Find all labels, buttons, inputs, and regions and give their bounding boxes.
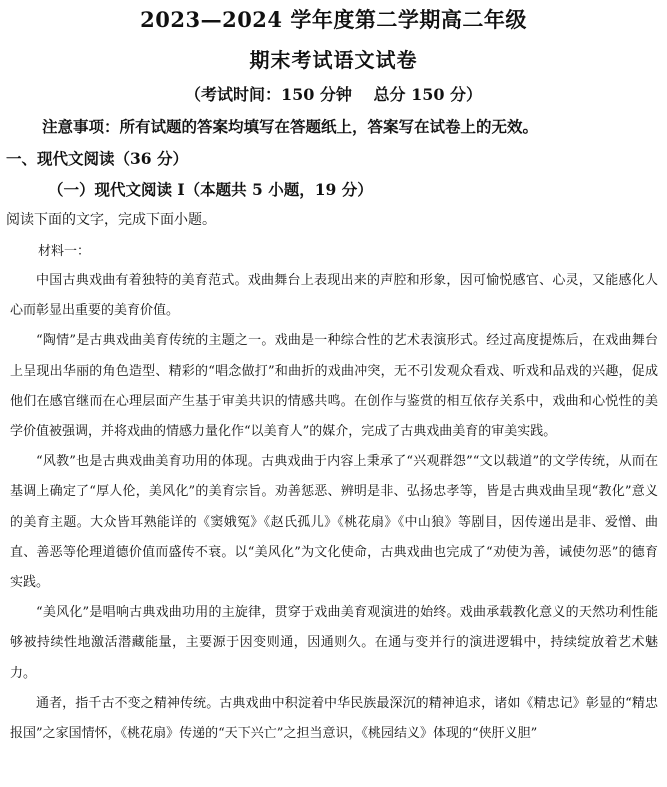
material-body bbox=[10, 266, 658, 749]
exam-title-line2: 期末考试语文试卷 bbox=[249, 48, 418, 72]
paragraph: “风教”也是古典戏曲美育功用的体现。古典戏曲于内容上秉承了“兴观群怨”“文以载道”的文学传统，从而在基调上确定了“厚人伦，美风化”的美育宗旨。劝善惩恶、辨明是非、弘扬忠孝等，皆是古典戏曲呈现“教化”意义的美育主题。大众皆耳熟能详的《窦娥冤》《赵氏孤儿》《桃花扇》《中山狼》等剧目，因传递出是非、爱憎、曲直、善恶等伦理道德价值而盛传不衰。以“美风化”为文化使命，古典戏曲也完成了“劝使为善，诫使勿恶”的德育实践。 bbox=[10, 454, 658, 591]
material-label: 材料一： bbox=[38, 244, 91, 259]
instruction: 阅读下面的文字，完成下面小题。 bbox=[6, 212, 216, 228]
paragraph: 中国古典戏曲有着独特的美育范式。戏曲舞台上表现出来的声腔和形象，因可愉悦感官、心灵，又能感化人心而彰显出重要的美育价值。 bbox=[10, 273, 658, 319]
exam-title-line1: 2023—2024 学年度第二学期高二年级 bbox=[140, 7, 527, 32]
notice: 注意事项：所有试题的答案均填写在答题纸上，答案写在试卷上的无效。 bbox=[42, 117, 539, 136]
section-subheading: （一）现代文阅读 Ⅰ（本题共 5 小题，19 分） bbox=[48, 180, 373, 199]
paragraph: “美风化”是唱响古典戏曲功用的主旋律，贯穿于戏曲美育观演进的始终。戏曲承载教化意义的天然功利性能够被持续性地激活潜藏能量，主要源于因变则通，因通则久。在通与变并行的演进逻辑中，持续绽放着艺术魅力。 bbox=[10, 605, 658, 681]
exam-info: （考试时间：150 分钟 总分 150 分） bbox=[184, 85, 483, 104]
paragraph: “陶情”是古典戏曲美育传统的主题之一。戏曲是一种综合性的艺术表演形式。经过高度提炼后，在戏曲舞台上呈现出华丽的角色造型、精彩的“唱念做打”和曲折的戏曲冲突，无不引发观众看戏、听戏和品戏的兴趣，促成他们在感官继而在心理层面产生基于审美共识的情感共鸣。在创作与鉴赏的相互依存关系中，戏曲和心悦性的美学价值被强调，并将戏曲的情感力量化作“以美育人”的媒介，完成了古典戏曲美育的审美实践。 bbox=[10, 333, 658, 440]
section-heading: 一、现代文阅读（36 分） bbox=[6, 149, 188, 168]
paragraph: 通者，指千古不变之精神传统。古典戏曲中积淀着中华民族最深沉的精神追求，诸如《精忠记》彰显的“精忠报国”之家国情怀，《桃花扇》传递的“天下兴亡”之担当意识，《桃园结义》体现的“侠肝义胆” bbox=[10, 695, 658, 742]
